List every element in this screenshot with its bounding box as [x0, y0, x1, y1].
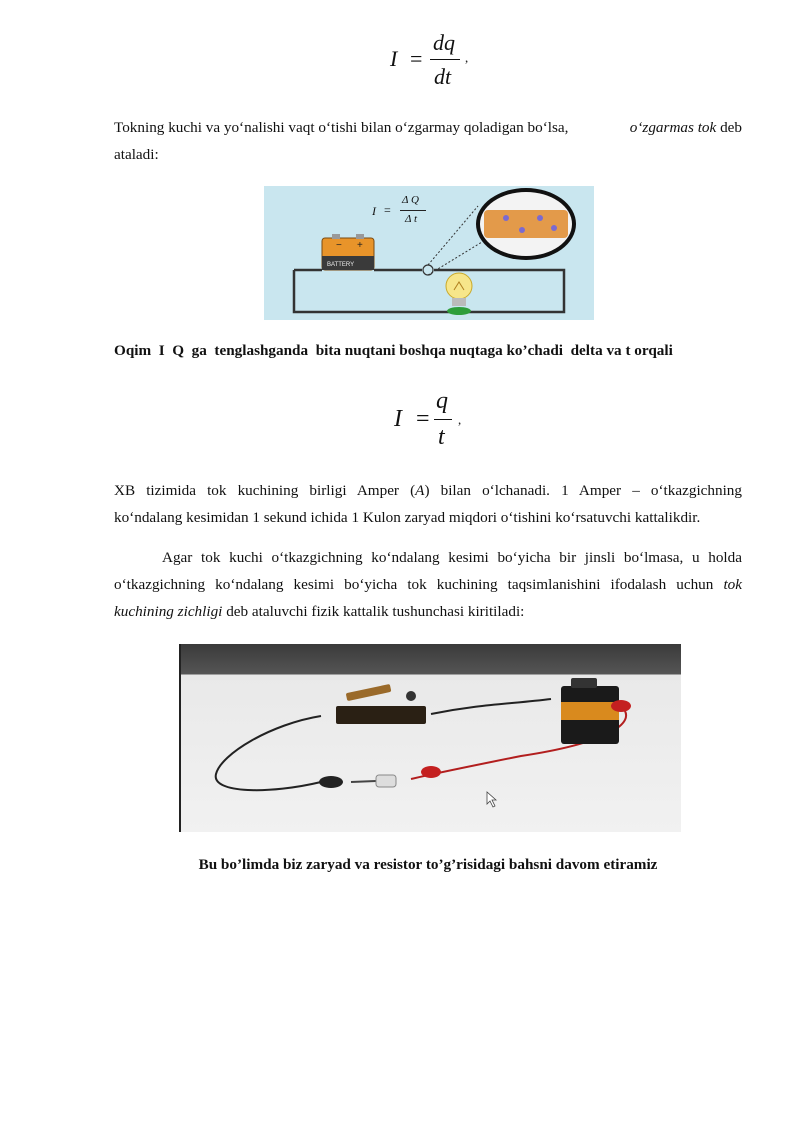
formula-denominator: dt: [434, 64, 452, 89]
paragraph-line: ataladi:: [114, 146, 159, 163]
wire-magnifier-icon: [476, 188, 576, 260]
diagram-fraction-bar: [400, 210, 426, 211]
formula-equals: =: [416, 406, 430, 432]
term-current-density: kuchining zichligi: [114, 603, 223, 620]
formula-current-derivative: [390, 28, 480, 98]
fraction-bar: [434, 419, 452, 420]
paragraph-current-density: Agar tok kuchi o‘tkazgichning ko‘ndalang kesimi bo‘yicha bir jinsli bo‘lmasa, u holda o‘tkazgichning ko‘ndalang kesimi bo‘yicha tok kuchining taqsimlanishini ifodalash uchun tok kuchining zichligi deb ataluvchi fizik kattalik tushunchasi kiritiladi:: [114, 549, 743, 620]
term-current-density-start: tok: [723, 576, 743, 593]
diagram-formula-denominator: Δ t: [405, 213, 418, 225]
cursor-icon: [487, 792, 496, 807]
circuit-diagram-figure: [264, 186, 594, 320]
battery-plus: +: [357, 240, 363, 251]
figure-caption-1: Oqim I Q ga tenglashganda bita nuqtani boshqa nuqtaga ko’chadi delta va t orqali: [114, 342, 673, 359]
formula-denominator: t: [438, 424, 445, 450]
formula-equals: =: [410, 46, 423, 71]
formula-numerator: q: [436, 388, 448, 414]
diagram-formula-numerator: Δ Q: [402, 194, 419, 206]
term-direct-current: o‘zgarmas tok: [629, 119, 717, 136]
paragraph-ampere-unit: XB tizimida tok kuchining birligi Amper (A) bilan o‘lchanadi. 1 Amper – o‘tkazgichning ko‘ndalang kesimidan 1 sekund ichida 1 Kulon zaryad miqdori o‘tishini ko‘rsatuvchi kattalikdir.: [114, 477, 742, 531]
paragraph-text: Tokning kuchi va yo‘nalishi vaqt o‘tishi bilan o‘zgarmay qoladigan bo‘lsa,: [114, 119, 569, 136]
unit-ampere: A: [415, 482, 425, 499]
circuit-photo: [181, 644, 681, 832]
paragraph-line: ko‘ndalang kesimidan 1 sekund ichida 1 Kulon zaryad miqdori o‘tishini ko‘rsatuvchi kattalikdir.: [114, 509, 701, 526]
light-bulb-icon: [446, 273, 472, 315]
circuit-photo-figure: [179, 644, 681, 832]
battery-minus: −: [336, 240, 342, 251]
figure-caption-2: Bu bo’limda biz zaryad va resistor to’g’risidagi bahsni davom etiramiz: [198, 856, 658, 873]
formula-numerator: dq: [433, 30, 455, 55]
circuit-diagram: [264, 186, 594, 320]
fraction-bar: [430, 59, 460, 60]
formula-lhs: I: [390, 46, 398, 71]
diagram-formula-lhs: I: [372, 204, 376, 218]
diagram-formula-equals: =: [384, 203, 391, 217]
battery-icon: [561, 678, 631, 744]
formula-current-average: [394, 388, 474, 458]
zoom-point-icon: [423, 265, 433, 275]
paragraph-direct-current: Tokning kuchi va yo‘nalishi vaqt o‘tishi bilan o‘zgarmay qoladigan bo‘lsa, o‘zgarmas tok deb ataladi:: [114, 114, 742, 168]
formula-lhs: I: [394, 406, 402, 432]
battery-label: BATTERY: [327, 262, 355, 268]
knife-switch-icon: [336, 684, 426, 724]
formula-comma: ,: [465, 50, 469, 65]
formula-comma: ,: [458, 412, 462, 427]
